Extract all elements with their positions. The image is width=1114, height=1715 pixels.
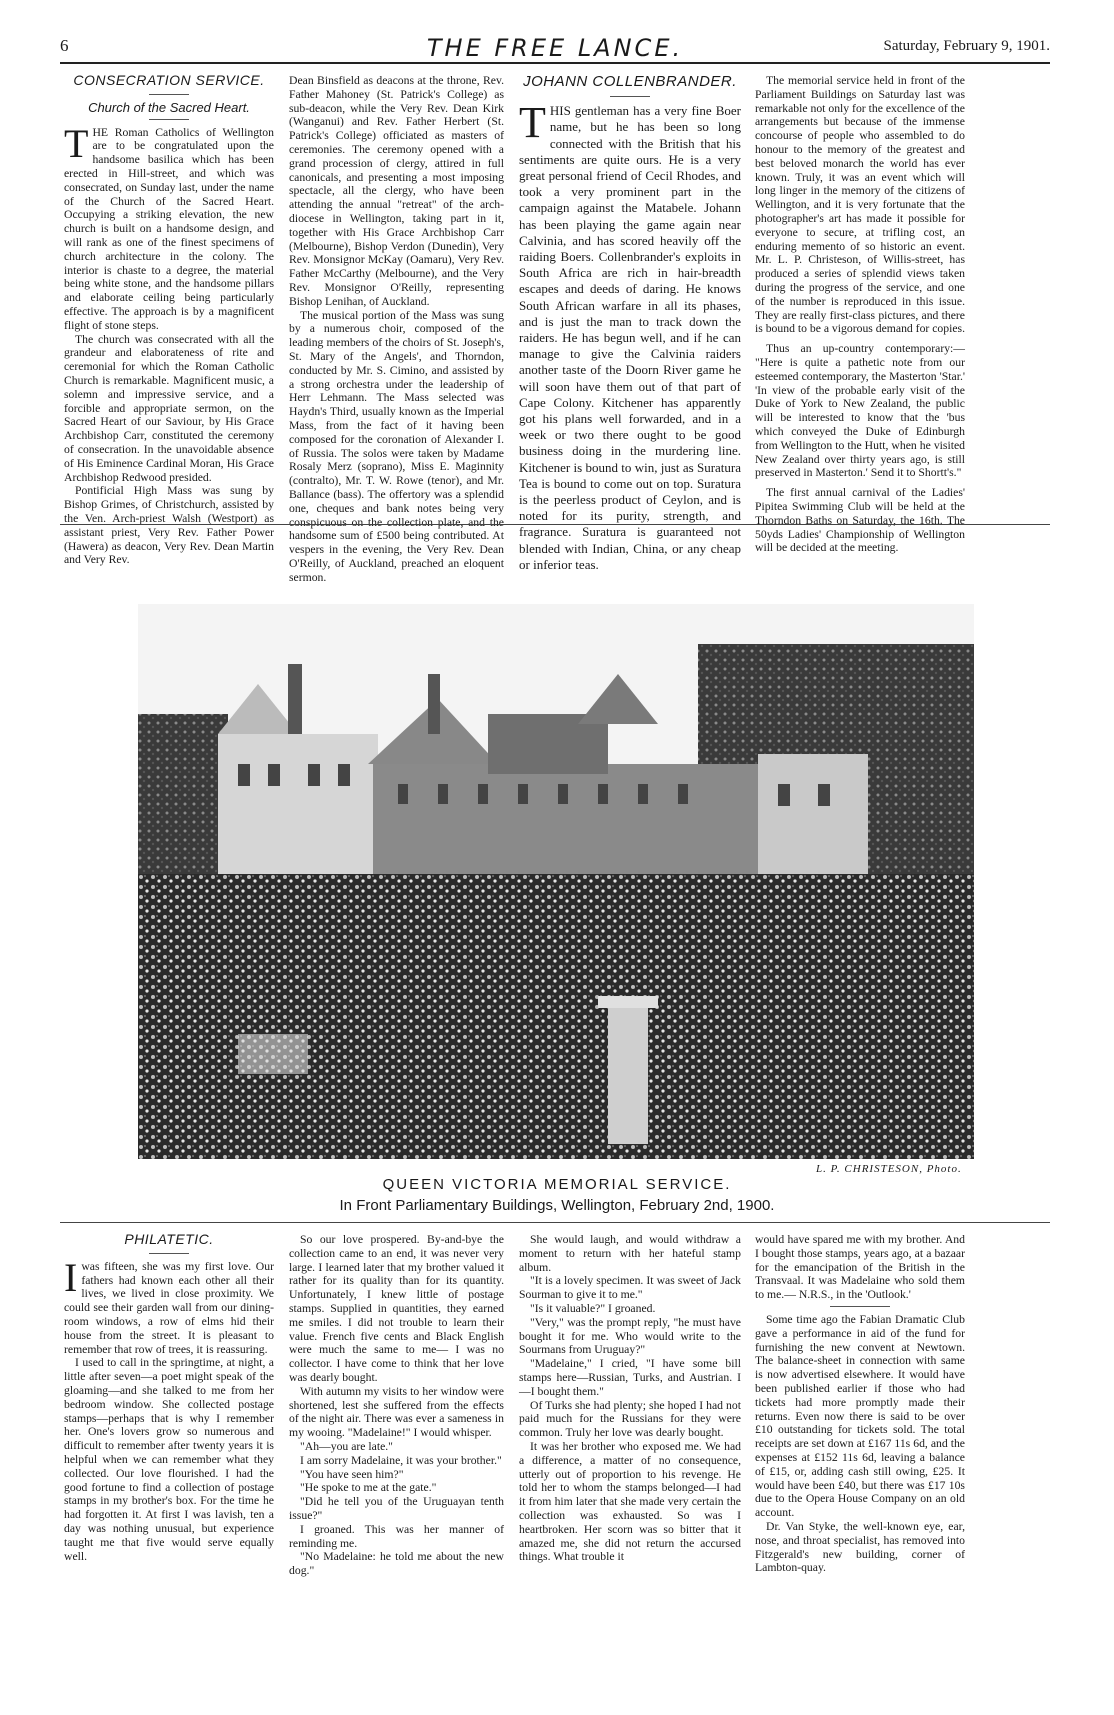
article-paragraph: Of Turks she had plenty; she hoped I had not paid much for the Russians for they were common. Truly her love was dearly bought.	[519, 1398, 741, 1440]
divider	[830, 1306, 890, 1307]
article-paragraph: "Madelaine," I cried, "I have some bill stamps here—Russian, Turks, and Austrian. I—I bought them."	[519, 1357, 741, 1398]
section-rule	[60, 1222, 1050, 1223]
article-paragraph: The memorial service held in front of the Parliament Buildings on Saturday last was remarkable not only for the excellence of the arrangements but because of the immense concourse of people who assembled to do honour to the memory of the greatest and best beloved monarch the world has ever known. Truly, it was an event which will long linger in the memory of the citizens of Wellington, and it is very fortunate that the photographer's art has made it possible for everyone to secure, at trifling cost, an enduring memento of so historic an event. Mr. L. P. Christeson, of Willis-street, has produced a series of splendid views taken during the progress of the service, and one of the number is reproduced in this issue. They are really first-class pictures, and there is bound to be a vigorous demand for copies.	[755, 74, 966, 336]
crowd-photo-image	[138, 604, 974, 1159]
article-paragraph: "You have seen him?"	[300, 1467, 404, 1481]
section-rule	[60, 524, 1050, 525]
article-paragraph: "He spoke to me at the gate."	[300, 1481, 437, 1495]
memorial-notes-column	[755, 74, 966, 555]
article-paragraph: Dr. Van Styke, the well-known eye, ear, nose, and throat specialist, has removed into Fitzgerald's new building, corner of Lambton-quay.	[755, 1519, 965, 1575]
drop-cap: T	[64, 120, 89, 166]
article-paragraph: Thus an up-country contemporary:— "Here is quite a pathetic note from our esteemed contemporary, the Masterton 'Star.' 'In view of the probable early visit of the Duke of York to New Zealand, the public will be interested to know that the 'bus which conveyed the Duke of Edinburgh from Wellington to the Hutt, when he visited New Zealand over thirty years ago, is still preserved in Masterton.' Send it to Shortt's."	[755, 342, 965, 480]
issue-date: Saturday, February 9, 1901.	[883, 38, 1050, 54]
article-paragraph: She would laugh, and would withdraw a moment to return with her hateful stamp album.	[519, 1233, 741, 1274]
right-column-notes	[755, 1233, 965, 1693]
page-number: 6	[60, 36, 69, 55]
article-paragraph: I used to call in the springtime, at night, a little after seven—a poet might speak of the gloaming—and she talked to me from her bedroom window. She collected postage stamps—perhaps that is why I remember her. One's lovers grow so numerous and difficult to remember after twenty years it is helpful when we can remember what they collected. Our love flourished. I had the good fortune to find a collection of postage stamps in my brother's box. For the time he had forgotten it. At first I was lavish, ten a day was nothing unusual, but experience taught me that five would serve equally well.	[64, 1356, 274, 1563]
philatetic-column-3	[519, 1233, 741, 1693]
article-paragraph: "Ah—you are late."	[300, 1439, 393, 1453]
photo-caption-subtitle: In Front Parliamentary Buildings, Wellington, February 2nd, 1900.	[339, 1197, 775, 1214]
consecration-column-2	[289, 74, 504, 584]
article-paragraph: "Did he tell you of the Uruguayan tenth issue?"	[289, 1495, 504, 1522]
philatetic-column-2	[289, 1233, 504, 1693]
divider	[149, 119, 189, 120]
page-header	[60, 32, 1050, 64]
article-paragraph: "Is it valuable?" I groaned.	[530, 1301, 656, 1315]
article-paragraph: The first annual carnival of the Ladies' Pipitea Swimming Club will be held at the Thorndon Baths on Saturday, the 16th. The 50yds Ladies' Championship of Wellington will be decided at the meeting.	[755, 486, 965, 555]
photo-caption-title: QUEEN VICTORIA MEMORIAL SERVICE.	[382, 1176, 732, 1193]
article-paragraph: THE Roman Catholics of Wellington are to be congratulated upon the handsome basilica which has been erected in Hill-street, and which was consecrated, on Sunday last, under the name of the Church of the Sacred Heart. Occupying a striking elevation, the new church is built on a handsome design, and will rank as one of the finest specimens of church architecture in the colony. The interior is chaste to a degree, the material being white stone, and the handsome pillars and elaborate ceiling being particularly effective. The approach is by a magnificent flight of stone steps.	[64, 120, 274, 332]
article-paragraph: I am sorry Madelaine, it was your brother."	[300, 1453, 502, 1467]
divider	[149, 94, 189, 95]
collenbrander-title: JOHANN COLLENBRANDER.	[523, 73, 737, 90]
divider	[610, 96, 650, 97]
drop-cap: T	[519, 98, 546, 148]
article-paragraph: "No Madelaine: he told me about the new dog."	[289, 1550, 504, 1578]
divider	[149, 1253, 189, 1254]
consecration-subtitle: Church of the Sacred Heart.	[88, 99, 250, 115]
article-paragraph: I groaned. This was her manner of reminding me.	[289, 1522, 504, 1550]
article-paragraph: would have spared me with my brother. And I bought those stamps, years ago, at a bazaar for the emancipation of the British in the Transvaal. It was Madelaine who sold them to me.— N.R.S., in the 'Outlook.'	[755, 1233, 965, 1302]
article-paragraph: Some time ago the Fabian Dramatic Club gave a performance in aid of the fund for furnishing the new convent at Newtown. The balance-sheet in connection with same is now advertised elsewhere. It would have been published earlier if those who had tickets had more promptly made their returns. Even now there is said to be over £10 outstanding for tickets sold. The total receipts are set down at £167 11s 6d, and the expenses at £152 11s 6d, leaving a balance of £15, or, adding cash still owing, £25. It would have been £40, but there was £17 10s due to the Opera House Company on an old account.	[755, 1312, 965, 1520]
memorial-service-photo	[138, 604, 974, 1159]
article-paragraph: Pontificial High Mass was sung by Bishop Grimes, of Christchurch, assisted by the Ven. Arch-priest Walsh (Westport) as assistant priest, Very Rev. Father Power (Hawera) as deacon, Very Rev. Dean Martin and Very Rev.	[64, 484, 274, 567]
article-paragraph: THIS gentleman has a very fine Boer name, but he has been so long connected with the British that his sentiments are quite ours. He is a very great personal friend of Cecil Rhodes, and took a very prominent part in the campaign against the Matabele. Johann has been playing the game again near Calvinia, and has scored heavily off the raiding Boers. Collenbrander's exploits in South Africa are rich in hair-breadth escapes and deeds of daring. He knows South African warfare in all its phases, and is just the man to track down the raiders. He has begun well, and if he can manage to give the Calvinia raiders another taste of the Doorn River game he will soon have them out of that part of Cape Colony. Kitchener has apparently got his plans well forwarded, and in a week or two there ought to be good business doing in the murdering line. Kitchener is bound to win, just as Suratura Tea is bound to come out on top. Suratura is the peerless product of Ceylon, and is noted for its purity, strength, and fragrance. Suratura is guaranteed not blended with Indian, China, or any cheap or inferior teas.	[519, 98, 741, 572]
article-paragraph: The musical portion of the Mass was sung by a numerous choir, composed of the leading members of the choirs of St. Joseph's, St. Mary of the Angels', and Thorndon, conducted by Mr. S. Cimino, and assisted by a strong orchestra under the leadership of Herr Lehmann. The Mass selected was Haydn's Third, usually known as the Imperial Mass, from the fact of it having been composed for the coronation of Alexander I. of Russia. The solos were taken by Madame Rosaly Merz (soprano), Miss E. Maginnity (contralto), Mr. T. W. Rowe (tenor), and Mr. Ballance (bass). The offertory was a splendid one, cheques and bank notes being very conspicuous on the collection plate, and the handsome sum of £500 being contributed. At vespers in the evening, the Very Rev. Dean O'Reilly, of Auckland, preached an eloquent sermon.	[289, 308, 504, 584]
collenbrander-column	[519, 73, 741, 572]
philatetic-title: PHILATETIC.	[124, 1231, 214, 1247]
philatetic-column-1	[64, 1233, 274, 1693]
article-paragraph: With autumn my visits to her window were shortened, lest she suffered from the effects of the night air. There was ever a sameness in my wooing. "Madelaine!" I would whisper.	[289, 1384, 504, 1440]
article-paragraph: "Very," was the prompt reply, "he must have bought it for me. Who would write to the Sourmans from Uruguay?"	[519, 1315, 741, 1357]
article-paragraph: "It is a lovely specimen. It was sweet of Jack Sourman to give it to me."	[519, 1274, 741, 1302]
article-paragraph: So our love prospered. By-and-bye the collection came to an end, it was never very large. I learned later that my brother valued it rather for its quality than for its quantity. Unfortunately, I knew little of postage stamps. Supplied in quantities, they earned me smiles. I did not trouble to learn their value. French five cents and Black English were much the same to me— I was no collector. I have come to think that her love was dearly bought.	[289, 1233, 504, 1384]
drop-cap: I	[64, 1254, 78, 1300]
photo-credit: L. P. CHRISTESON, Photo.	[816, 1163, 962, 1175]
masthead: THE FREE LANCE.	[426, 34, 684, 62]
consecration-title: CONSECRATION SERVICE.	[73, 72, 265, 88]
article-paragraph: Iwas fifteen, she was my first love. Our fathers had known each other all their lives, we lived in close proximity. We could see their garden wall from our dining-room windows, a row of elms hid their house from the street. It is pleasant to remember that row of trees, it is reassuring.	[64, 1254, 274, 1356]
article-paragraph: It was her brother who exposed me. We had a difference, a matter of no consequence, utterly out of proportion to his revenge. He told her to whom the stamps belonged—I had it from him later that she made very certain the collection was exhausted. So was I heartbroken. Her scorn was so bitter that it amazed me, she did not return the accursed things. What trouble it	[519, 1439, 741, 1564]
article-paragraph: Dean Binsfield as deacons at the throne, Rev. Father Mahoney (St. Patrick's College) as sub-deacon, while the Very Rev. Dean Kirk (Wanganui) and Rev. Father Herbert (St. Patrick's College) officiated as masters of ceremonies. The ceremony opened with a grand procession of clergy, attired in full canonicals, and presenting a most imposing spectacle, all the clergy, who have been attending the annual "retreat" of the arch-diocese in Wellington, taking part in it, together with His Grace Archbishop Carr (Melbourne), Bishop Verdon (Dunedin), Very Rev. Monsignor McKay (Oamaru), Very Rev. Father McCarthy (Melbourne), and the Very Rev. Monsignor O'Reilly, representing Bishop Lenihan, of Auckland.	[289, 74, 504, 308]
consecration-column-1	[64, 72, 274, 567]
article-paragraph: The church was consecrated with all the grandeur and elaborateness of rite and ceremonial for which the Roman Catholic Church is remarkable. Magnificent music, a solemn and impressive service, and a forcible and appropriate sermon, on the Sacred Heart of our Saviour, by His Grace Archbishop Carr, constituted the ceremony of consecration. In the unavoidable absence of His Eminence Cardinal Moran, His Grace Archbishop Redwood presided.	[64, 332, 274, 484]
